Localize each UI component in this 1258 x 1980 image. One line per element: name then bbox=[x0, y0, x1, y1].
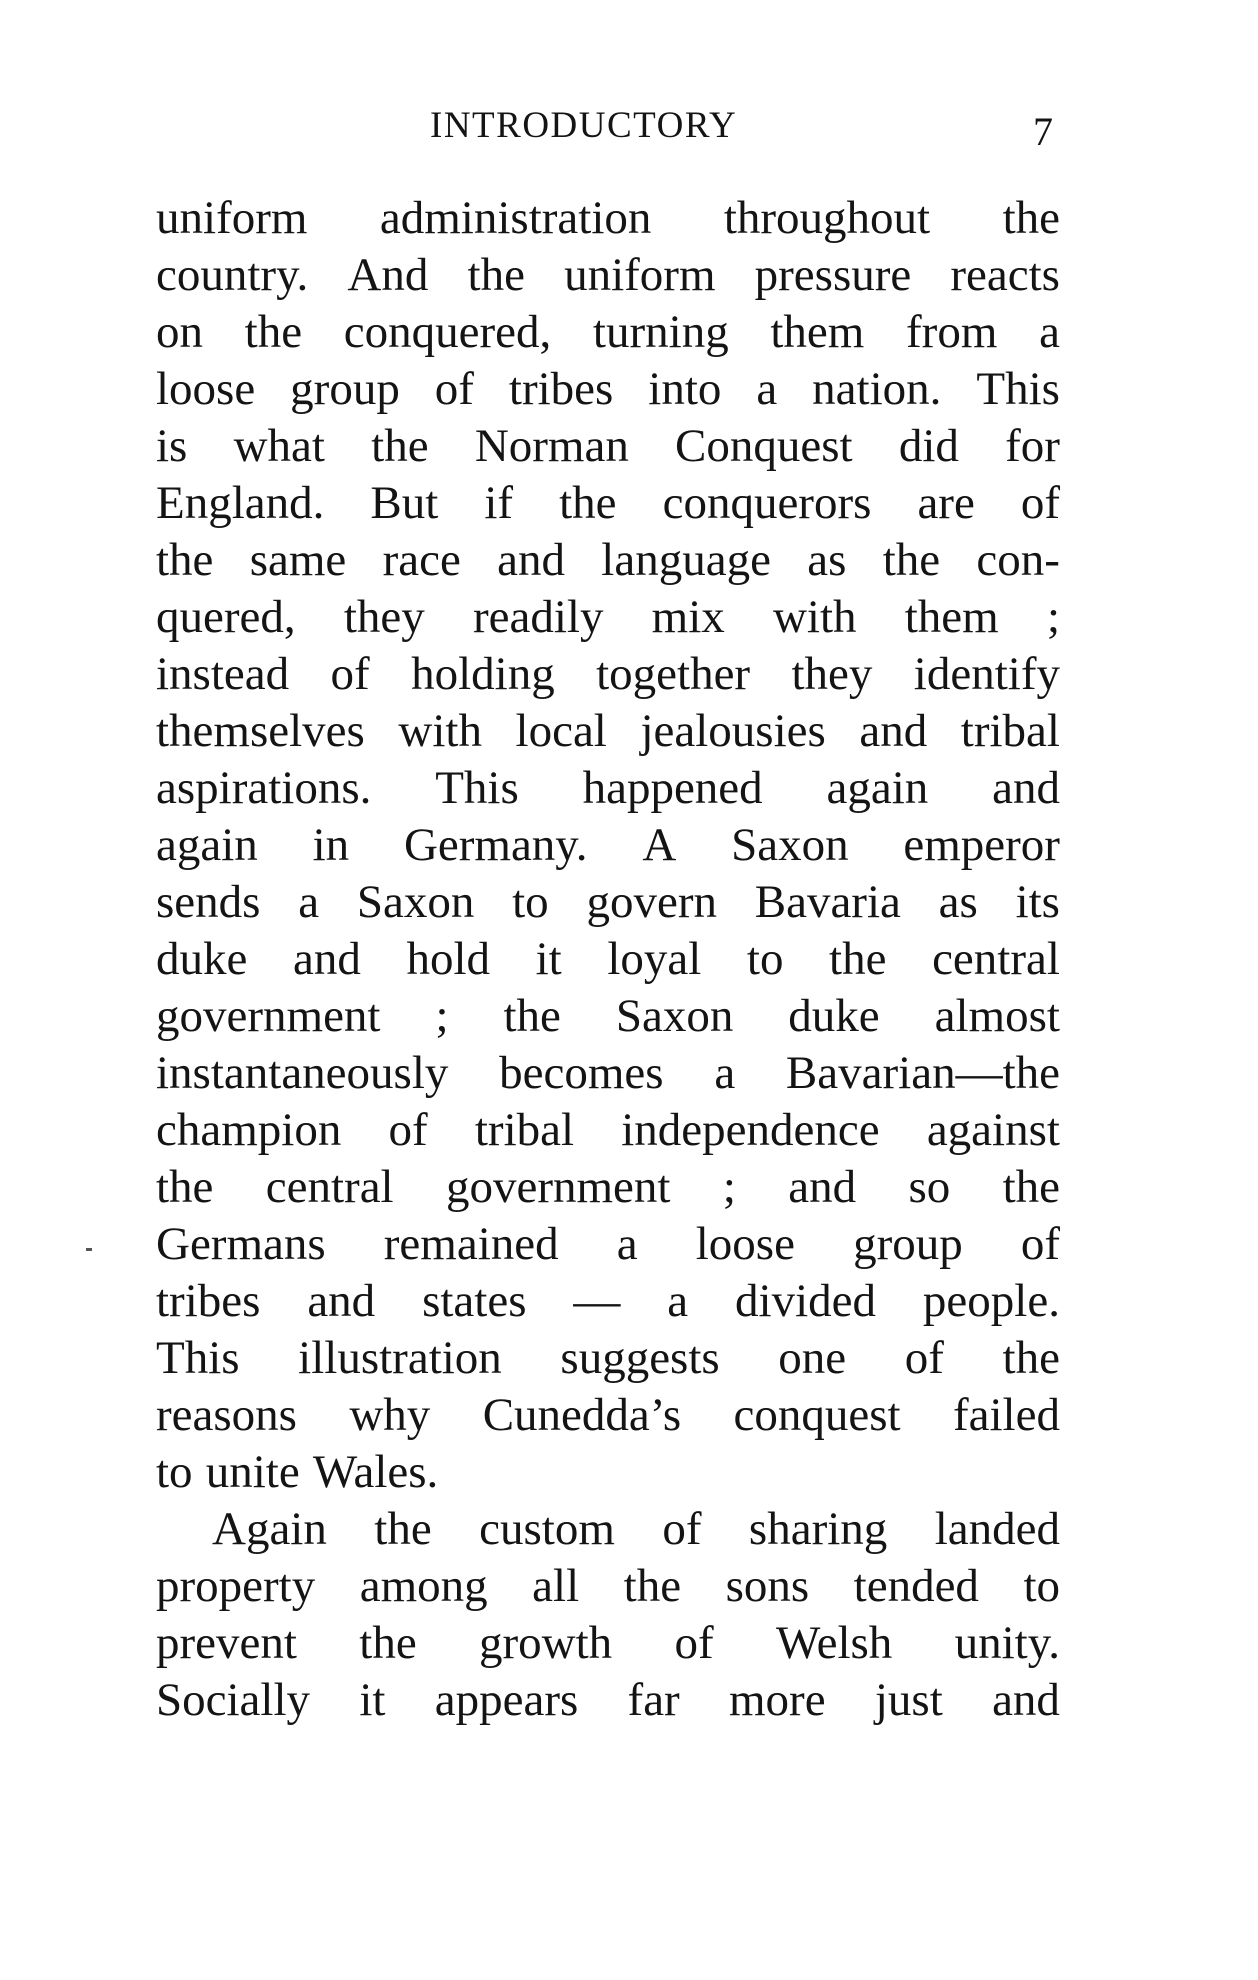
page-number: 7 bbox=[1033, 109, 1053, 154]
running-head bbox=[0, 104, 1258, 154]
text-line: instead of holding together they identify bbox=[156, 648, 1060, 700]
text-line: sends a Saxon to govern Bavaria as its bbox=[156, 876, 1060, 928]
text-line: themselves with local jealousies and tribal bbox=[156, 705, 1060, 757]
text-line: loose group of tribes into a nation. This bbox=[156, 363, 1060, 415]
body-text bbox=[156, 190, 1060, 1729]
text-line: to unite Wales. bbox=[156, 1446, 439, 1498]
text-line: duke and hold it loyal to the central bbox=[156, 933, 1060, 985]
text-line: is what the Norman Conquest did for bbox=[156, 420, 1060, 472]
margin-mark bbox=[86, 1248, 92, 1251]
text-line: country. And the uniform pressure reacts bbox=[156, 249, 1060, 301]
text-line: champion of tribal independence against bbox=[156, 1104, 1060, 1156]
text-line: again in Germany. A Saxon emperor bbox=[156, 819, 1060, 871]
text-line: uniform administration throughout the bbox=[156, 192, 1060, 244]
running-title: INTRODUCTORY bbox=[430, 105, 738, 146]
text-line: property among all the sons tended to bbox=[156, 1560, 1060, 1612]
text-line: instantaneously becomes a Bavarian—the bbox=[156, 1047, 1060, 1099]
text-line: the central government ; and so the bbox=[156, 1161, 1060, 1213]
text-line: reasons why Cunedda’s conquest failed bbox=[156, 1389, 1060, 1441]
text-line: prevent the growth of Welsh unity. bbox=[156, 1617, 1060, 1669]
text-line: the same race and language as the con- bbox=[156, 534, 1060, 586]
text-line: quered, they readily mix with them ; bbox=[156, 591, 1060, 643]
text-line: Socially it appears far more just and bbox=[156, 1674, 1060, 1726]
text-line: England. But if the conquerors are of bbox=[156, 477, 1060, 529]
text-line: This illustration suggests one of the bbox=[156, 1332, 1060, 1384]
text-line: Again the custom of sharing landed bbox=[212, 1503, 1060, 1555]
text-line: tribes and states — a divided people. bbox=[156, 1275, 1060, 1327]
text-line: on the conquered, turning them from a bbox=[156, 306, 1060, 358]
text-line: Germans remained a loose group of bbox=[156, 1218, 1060, 1270]
text-line: aspirations. This happened again and bbox=[156, 762, 1060, 814]
text-line: government ; the Saxon duke almost bbox=[156, 990, 1060, 1042]
